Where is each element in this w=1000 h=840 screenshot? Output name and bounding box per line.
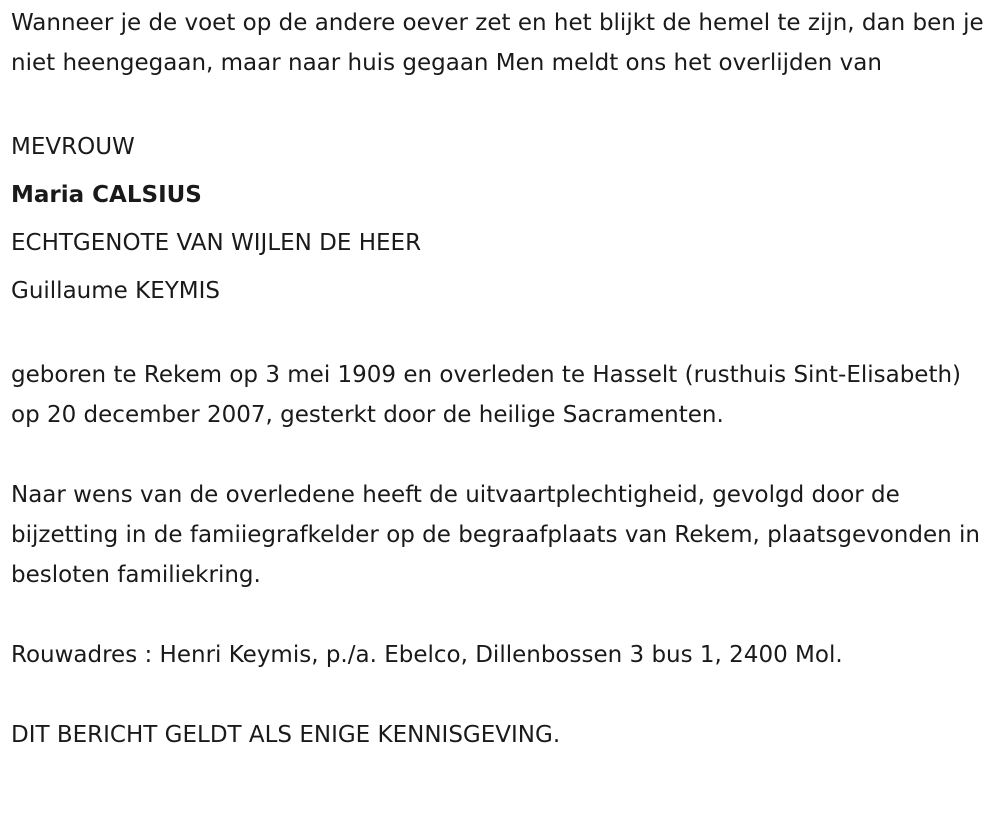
spacer xyxy=(11,595,996,635)
title-line: MEVROUW xyxy=(11,134,135,160)
spacer xyxy=(11,83,996,123)
obituary-notice xyxy=(11,3,996,755)
address-line: Rouwadres : Henri Keymis, p./a. Ebelco, Dillenbossen 3 bus 1, 2400 Mol. xyxy=(11,642,843,668)
spouse-name: Guillaume KEYMIS xyxy=(11,278,220,304)
spacer xyxy=(11,435,996,475)
spacer xyxy=(11,675,996,715)
spouse-line: ECHTGENOTE VAN WIJLEN DE HEER xyxy=(11,230,422,256)
birth-death-paragraph: geboren te Rekem op 3 mei 1909 en overleden te Hasselt (rusthuis Sint-Elisabeth) op 20 december 2007, gesterkt door de heilige Sacramenten. xyxy=(11,362,962,428)
funeral-paragraph: Naar wens van de overledene heeft de uitvaartplechtigheid, gevolgd door de bijzetting in de famiiegrafkelder op de begraafplaats van Rekem, plaatsgevonden in besloten familiekring. xyxy=(11,482,980,588)
deceased-name: Maria CALSIUS xyxy=(11,182,202,208)
spacer xyxy=(11,315,996,355)
intro-paragraph: Wanneer je de voet op de andere oever zet en het blijkt de hemel te zijn, dan ben je niet heengegaan, maar naar huis gegaan Men meldt ons het overlijden van xyxy=(11,10,984,76)
notice-line: DIT BERICHT GELDT ALS ENIGE KENNISGEVING. xyxy=(11,722,561,748)
